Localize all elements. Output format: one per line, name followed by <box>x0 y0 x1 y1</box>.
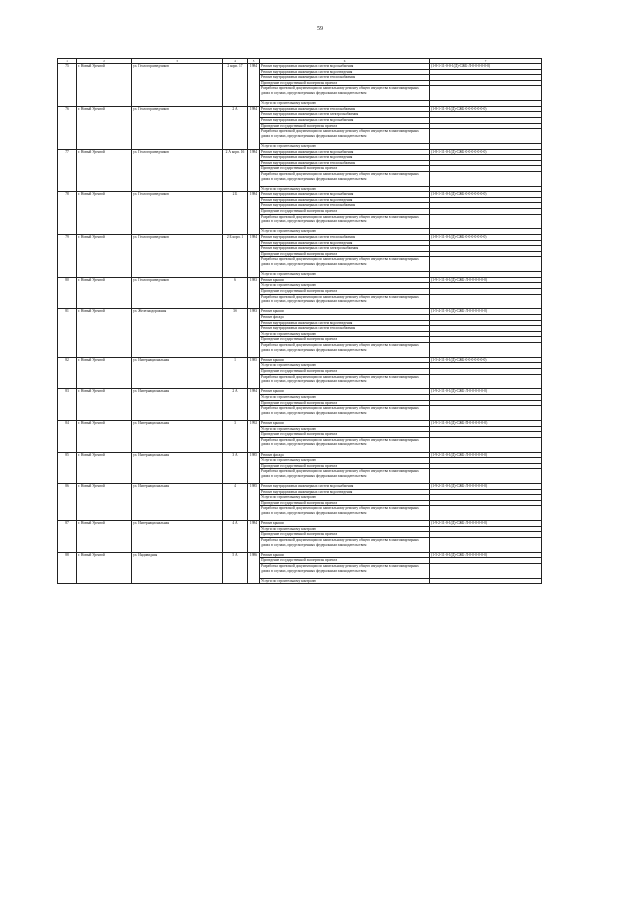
work-type-cell: Услуги по строительному контролю <box>260 186 430 192</box>
repair-program-table <box>57 58 542 584</box>
work-type-cell: Разработка проектной документации по капитальному ремонту общего имущества в многоквартирных домах в случаях, предусмотренных федеральным законодательством <box>260 538 430 553</box>
row-number: 83 <box>58 389 77 421</box>
year-cell: 1986 <box>248 552 260 584</box>
table-row <box>58 484 542 490</box>
row-number: 77 <box>58 149 77 192</box>
column-number: 2 <box>77 59 132 64</box>
work-type-cell: Разработка проектной документации по капитальному ремонту общего имущества в многоквартирных домах в случаях, предусмотренных федеральным законодательством <box>260 86 430 101</box>
work-type-cell: Ремонт крыши <box>260 389 430 395</box>
work-type-cell: Проведение государственной экспертизы проекта <box>260 558 430 564</box>
row-number: 75 <box>58 64 77 107</box>
row-number: 80 <box>58 277 77 309</box>
street-cell: ул. Интернациональная <box>132 484 223 521</box>
empty-code-cell <box>430 437 542 452</box>
work-type-cell: Ремонт внутридомовых инженерных систем водоотведения <box>260 240 430 246</box>
work-type-cell: Ремонт внутридомовых инженерных систем водоотведения <box>260 69 430 75</box>
city-cell: г. Новый Уренгой <box>77 64 132 107</box>
work-type-cell: Ремонт крыши <box>260 309 430 315</box>
empty-code-cell <box>430 406 542 421</box>
work-type-cell: Ремонт внутридомовых инженерных систем теплоснабжения <box>260 203 430 209</box>
work-type-cell: Ремонт внутридомовых инженерных систем водоотведения <box>260 320 430 326</box>
year-cell: 1984 <box>248 106 260 149</box>
column-number: 4 <box>223 59 248 64</box>
work-type-cell: Разработка проектной документации по капитальному ремонту общего имущества в многоквартирных домах в случаях, предусмотренных федеральным законодательством <box>260 342 430 357</box>
work-type-cell: Услуги по строительному контролю <box>260 272 430 278</box>
page-number: 59 <box>317 26 323 32</box>
work-type-cell: Разработка проектной документации по капитальному ремонту общего имущества в многоквартирных домах в случаях, предусмотренных федеральным законодательством <box>260 171 430 186</box>
year-cell: 1984 <box>248 235 260 278</box>
city-cell: г. Новый Уренгой <box>77 277 132 309</box>
house-number-cell: 3 А <box>223 452 248 484</box>
house-number-cell: 3б <box>223 309 248 357</box>
work-type-cell: Услуги по строительному контролю <box>260 394 430 400</box>
empty-code-cell <box>430 506 542 521</box>
year-cell: 1984 <box>248 389 260 421</box>
work-type-cell: Ремонт внутридомовых инженерных систем водоснабжения <box>260 484 430 490</box>
work-type-cell: Ремонт внутридомовых инженерных систем теплоснабжения <box>260 106 430 112</box>
work-type-cell: Услуги по строительному контролю <box>260 101 430 107</box>
work-type-cell: Услуги по строительному контролю <box>260 526 430 532</box>
year-cell: 1984 <box>248 192 260 235</box>
column-number: 1 <box>58 59 77 64</box>
city-cell: г. Новый Уренгой <box>77 357 132 389</box>
work-type-cell: Услуги по строительному контролю <box>260 458 430 464</box>
house-number-cell: 4 <box>223 484 248 521</box>
table-row <box>58 235 542 241</box>
work-type-cell: Разработка проектной документации по капитальному ремонту общего имущества в многоквартирных домах в случаях, предусмотренных федеральным законодательством <box>260 214 430 229</box>
column-number: 5 <box>248 59 260 64</box>
street-cell: ул. Геологоразведчиков <box>132 192 223 235</box>
code-cell: (1-9-1-11-0-1(Д)-СЖБ-П-0-0-0-0-0-0) <box>430 420 542 426</box>
code-cell: (1-9-2-11-0-1(Д)-СЖБ-Л-0-0-0-0-0-0) <box>430 452 542 458</box>
year-cell: 1984 <box>248 521 260 553</box>
house-number-cell: 2 Б корп. 1 <box>223 235 248 278</box>
work-type-cell: Услуги по строительному контролю <box>260 363 430 369</box>
city-cell: г. Новый Уренгой <box>77 389 132 421</box>
row-number: 82 <box>58 357 77 389</box>
row-number: 84 <box>58 420 77 452</box>
column-number: 7 <box>430 59 542 64</box>
year-cell: 1983 <box>248 309 260 357</box>
row-number: 85 <box>58 452 77 484</box>
house-number-cell: 2 корп. 17 <box>223 64 248 107</box>
street-cell: ул. Геологоразведчиков <box>132 64 223 107</box>
work-type-cell: Ремонт крыши <box>260 552 430 558</box>
code-cell: (1-5-2-11-0-1(Д)-СЖБ-Л-0-0-0-0-0-0) <box>430 552 542 558</box>
work-type-cell: Ремонт фасада <box>260 452 430 458</box>
table-row <box>58 149 542 155</box>
street-cell: ул. Геологоразведчиков <box>132 235 223 278</box>
work-type-cell: Ремонт внутридомовых инженерных систем водоотведения <box>260 197 430 203</box>
work-type-cell: Услуги по строительному контролю <box>260 143 430 149</box>
house-number-cell: 5 А <box>223 552 248 584</box>
work-type-cell: Проведение государственной экспертизы проекта <box>260 500 430 506</box>
work-type-cell: Ремонт внутридомовых инженерных систем водоотведения <box>260 489 430 495</box>
work-type-cell: Проведение государственной экспертизы проекта <box>260 463 430 469</box>
street-cell: ул. Геологоразведчиков <box>132 277 223 309</box>
house-number-cell: 1 <box>223 357 248 389</box>
street-cell: ул. Интернациональная <box>132 452 223 484</box>
year-cell: 1985 <box>248 452 260 484</box>
street-cell: ул. Интернациональная <box>132 521 223 553</box>
work-type-cell: Разработка проектной документации по капитальному ремонту общего имущества в многоквартирных домах в случаях, предусмотренных федеральным законодательством <box>260 257 430 272</box>
year-cell: 1985 <box>248 357 260 389</box>
work-type-cell: Ремонт внутридомовых инженерных систем водоснабжения <box>260 192 430 198</box>
work-type-cell: Ремонт внутридомовых инженерных систем электроснабжения <box>260 246 430 252</box>
work-type-cell: Ремонт внутридомовых инженерных систем теплоснабжения <box>260 160 430 166</box>
row-number: 87 <box>58 521 77 553</box>
code-cell: (1-8-1-11-0-1(Д)-СЖБ-0-0-0-0-0-0-0) <box>430 106 542 112</box>
city-cell: г. Новый Уренгой <box>77 452 132 484</box>
empty-code-cell <box>430 578 542 584</box>
work-type-cell: Ремонт внутридомовых инженерных систем теплоснабжения <box>260 326 430 332</box>
work-type-cell: Ремонт внутридомовых инженерных систем теплоснабжения <box>260 235 430 241</box>
empty-code-cell <box>430 171 542 186</box>
work-type-cell: Проведение государственной экспертизы проекта <box>260 80 430 86</box>
code-cell: (1-9-1-11-0-1(Д)-СЖБ-Л-0-0-0-0-0-0) <box>430 277 542 283</box>
code-cell: (1-9-2-11-0-1(Д)-СЖБ-Л-0-0-0-0-0-0) <box>430 389 542 395</box>
work-type-cell: Услуги по строительному контролю <box>260 578 430 584</box>
year-cell: 1983 <box>248 277 260 309</box>
work-type-cell: Услуги по строительному контролю <box>260 331 430 337</box>
row-number: 88 <box>58 552 77 584</box>
work-type-cell: Разработка проектной документации по капитальному ремонту общего имущества в многоквартирных домах в случаях, предусмотренных федеральным законодательством <box>260 564 430 579</box>
work-type-cell: Ремонт крыши <box>260 277 430 283</box>
empty-code-cell <box>430 214 542 229</box>
house-number-cell: 3 <box>223 420 248 452</box>
year-cell: 1992 <box>248 420 260 452</box>
work-type-cell: Разработка проектной документации по капитальному ремонту общего имущества в многоквартирных домах в случаях, предусмотренных федеральным законодательством <box>260 437 430 452</box>
street-cell: ул. Железнодорожная <box>132 309 223 357</box>
work-type-cell: Ремонт внутридомовых инженерных систем водоснабжения <box>260 117 430 123</box>
work-type-cell: Проведение государственной экспертизы проекта <box>260 337 430 343</box>
table-row <box>58 106 542 112</box>
work-type-cell: Разработка проектной документации по капитальному ремонту общего имущества в многоквартирных домах в случаях, предусмотренных федеральным законодательством <box>260 374 430 389</box>
city-cell: г. Новый Уренгой <box>77 309 132 357</box>
empty-code-cell <box>430 564 542 579</box>
street-cell: ул. Интернациональная <box>132 420 223 452</box>
house-number-cell: 4 А <box>223 521 248 553</box>
city-cell: г. Новый Уренгой <box>77 420 132 452</box>
street-cell: ул. Индивидная <box>132 552 223 584</box>
row-number: 76 <box>58 106 77 149</box>
table-row <box>58 192 542 198</box>
code-cell: (1-5-4-11-0-1(Д)-СЖБ-0-0-0-0-0-0-0) <box>430 357 542 363</box>
work-type-cell: Разработка проектной документации по капитальному ремонту общего имущества в многоквартирных домах в случаях, предусмотренных федеральным законодательством <box>260 406 430 421</box>
street-cell: ул. Геологоразведчиков <box>132 106 223 149</box>
house-number-cell: 2 А <box>223 106 248 149</box>
city-cell: г. Новый Уренгой <box>77 192 132 235</box>
work-type-cell: Проведение государственной экспертизы проекта <box>260 123 430 129</box>
work-type-cell: Услуги по строительному контролю <box>260 426 430 432</box>
work-type-cell: Проведение государственной экспертизы проекта <box>260 209 430 215</box>
work-type-cell: Ремонт внутридомовых инженерных систем водоотведения <box>260 155 430 161</box>
city-cell: г. Новый Уренгой <box>77 235 132 278</box>
street-cell: ул. Интернациональная <box>132 389 223 421</box>
house-number-cell: 2 А корп. 16 <box>223 149 248 192</box>
table-row <box>58 64 542 70</box>
year-cell: 1984 <box>248 64 260 107</box>
code-cell: (1-8-1-11-0-1(Д)-СЖБ-0-0-0-0-0-0-0) <box>430 192 542 198</box>
work-type-cell: Проведение государственной экспертизы проекта <box>260 166 430 172</box>
work-type-cell: Ремонт крыши <box>260 420 430 426</box>
house-number-cell: 2 А <box>223 389 248 421</box>
empty-code-cell <box>430 257 542 272</box>
empty-code-cell <box>430 538 542 553</box>
code-cell: (1-9-2-11-0-1(Д)-СЖБ-Л-0-0-0-0-0-0) <box>430 484 542 490</box>
column-number: 6 <box>260 59 430 64</box>
street-cell: ул. Геологоразведчиков <box>132 149 223 192</box>
city-cell: г. Новый Уренгой <box>77 484 132 521</box>
row-number: 81 <box>58 309 77 357</box>
work-type-cell: Ремонт фасада <box>260 315 430 321</box>
empty-code-cell <box>430 86 542 101</box>
work-type-cell: Проведение государственной экспертизы проекта <box>260 532 430 538</box>
row-number: 86 <box>58 484 77 521</box>
code-cell: (1-8-1-11-0-0-1(Д)-СЖБ-Л-0-0-0-0-0-0) <box>430 64 542 70</box>
work-type-cell: Проведение государственной экспертизы проекта <box>260 432 430 438</box>
work-type-cell: Проведение государственной экспертизы проекта <box>260 251 430 257</box>
column-number: 3 <box>132 59 223 64</box>
code-cell: (1-8-1-11-0-1(Д)-СЖБ-0-0-0-0-0-0-0) <box>430 149 542 155</box>
city-cell: г. Новый Уренгой <box>77 521 132 553</box>
city-cell: г. Новый Уренгой <box>77 149 132 192</box>
work-type-cell: Проведение государственной экспертизы проекта <box>260 400 430 406</box>
work-type-cell: Ремонт внутридомовых инженерных систем водоснабжения <box>260 149 430 155</box>
work-type-cell: Проведение государственной экспертизы проекта <box>260 368 430 374</box>
code-cell: (1-9-2-11-0-1(Д)-СЖБ-Л-0-0-0-0-0-0) <box>430 521 542 527</box>
work-type-cell: Разработка проектной документации по капитальному ремонту общего имущества в многоквартирных домах в случаях, предусмотренных федеральным законодательством <box>260 469 430 484</box>
empty-code-cell <box>430 374 542 389</box>
work-type-cell: Услуги по строительному контролю <box>260 229 430 235</box>
work-type-cell: Ремонт внутридомовых инженерных систем водоснабжения <box>260 64 430 70</box>
work-type-cell: Услуги по строительному контролю <box>260 495 430 501</box>
work-type-cell: Разработка проектной документации по капитальному ремонту общего имущества в многоквартирных домах в случаях, предусмотренных федеральным законодательством <box>260 294 430 309</box>
empty-code-cell <box>430 129 542 144</box>
code-cell: (1-8-1-11-0-1(Д)-СЖБ-0-0-0-0-0-0-0) <box>430 235 542 241</box>
work-type-cell: Ремонт крыши <box>260 357 430 363</box>
empty-code-cell <box>430 342 542 357</box>
work-type-cell: Проведение государственной экспертизы проекта <box>260 289 430 295</box>
work-type-cell: Ремонт внутридомовых инженерных систем теплоснабжения <box>260 75 430 81</box>
work-type-cell: Разработка проектной документации по капитальному ремонту общего имущества в многоквартирных домах в случаях, предусмотренных федеральным законодательством <box>260 129 430 144</box>
year-cell: 1984 <box>248 149 260 192</box>
work-type-cell: Ремонт внутридомовых инженерных систем электроснабжения <box>260 112 430 118</box>
work-type-cell: Разработка проектной документации по капитальному ремонту общего имущества в многоквартирных домах в случаях, предусмотренных федеральным законодательством <box>260 506 430 521</box>
work-type-cell: Услуги по строительному контролю <box>260 283 430 289</box>
year-cell: 1985 <box>248 484 260 521</box>
row-number: 78 <box>58 192 77 235</box>
house-number-cell: 6 <box>223 277 248 309</box>
empty-code-cell <box>430 294 542 309</box>
row-number: 79 <box>58 235 77 278</box>
empty-code-cell <box>430 469 542 484</box>
work-type-cell: Ремонт крыши <box>260 521 430 527</box>
city-cell: г. Новый Уренгой <box>77 106 132 149</box>
city-cell: г. Новый Уренгой <box>77 552 132 584</box>
code-cell: (1-5-4-11-0-1(Д)-СЖБ-Л-0-0-0-0-0-0) <box>430 309 542 315</box>
house-number-cell: 2 Б <box>223 192 248 235</box>
street-cell: ул. Интернациональная <box>132 357 223 389</box>
